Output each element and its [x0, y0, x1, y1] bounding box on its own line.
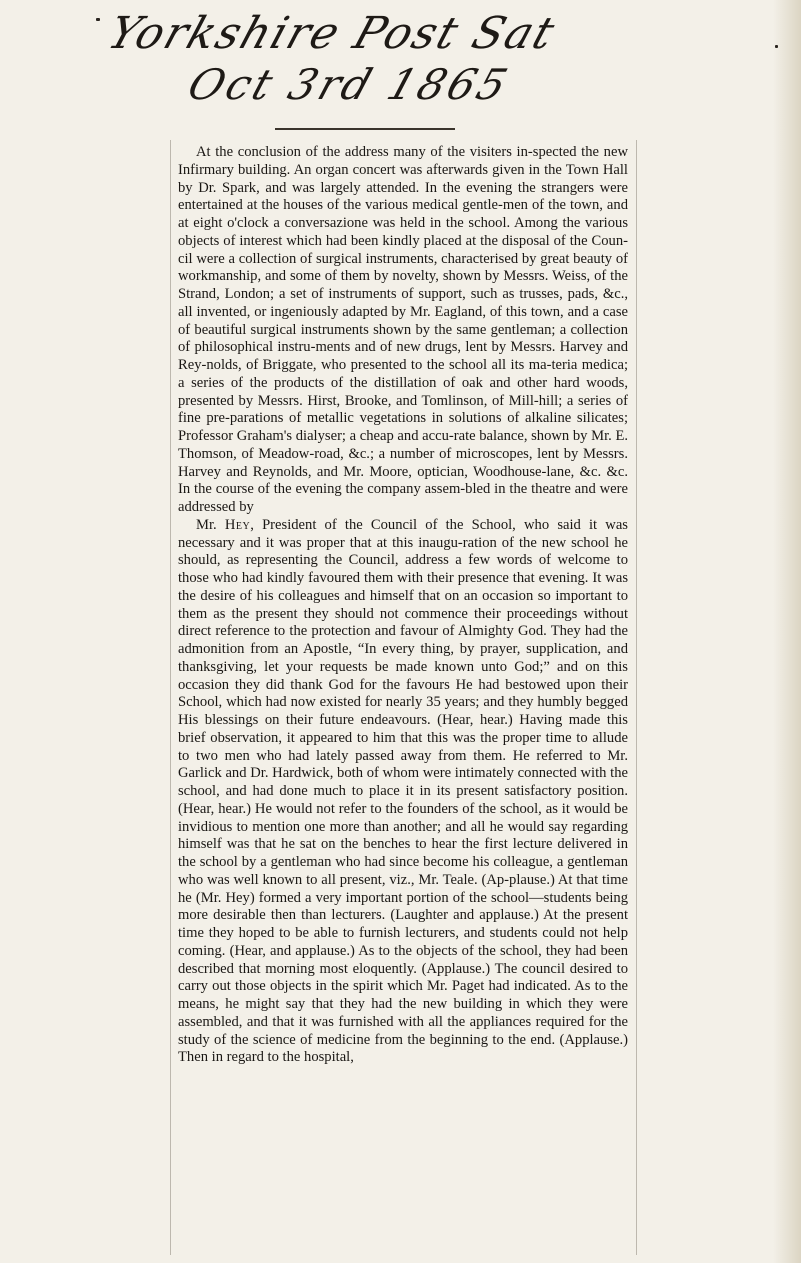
article-paragraph	[178, 144, 628, 517]
article-paragraph	[178, 517, 628, 1067]
handwritten-line-1: Yorkshire Post Sat	[101, 8, 563, 59]
paragraph-text: , President of the Council of the School, who said it was necessary and it was proper that at this inaugu-ration of the new school he should, as representing the Council, address a few words of welcome to those who had kindly favoured them with their presence that evening. It was the desire of his colleagues and himself that on an occasion so important to them as the present they should not commence their proceedings without direct reference to the protection and favour of Almighty God. They had the admonition from an Apostle, “In every thing, by prayer, supplication, and thanksgiving, let your requests be made known unto God;” and on this occasion they did thank God for the favours He had bestowed upon their School, which had now existed for nearly 35 years; and they humbly begged His blessings on their future endeavours. (Hear, hear.) Having made this brief observation, it appeared to him that this was the proper time to allude to two men who had lately passed away from them. He referred to Mr. Garlick and Dr. Hardwick, both of whom were intimately connected with the school, and had done much to place it in its present satisfactory position. (Hear, hear.) He would not refer to the founders of the school, as it would be invidious to mention one more than another; and all he would say regarding himself was that he sat on the benches to hear the first lecture delivered in the school by a gentleman who had since become his colleague, a gentleman who was well known to all present, viz., Mr. Teale. (Ap-plause.) At that time he (Mr. Hey) formed a very important portion of the school—students being more desirable then than lecturers. (Laughter and applause.) At the present time they hoped to be able to furnish lecturers, and students could not help coming. (Hear, and applause.) As to the objects of the school, they had been described that morning most eloquently. (Applause.) The council desired to carry out those objects in the spirit which Mr. Paget had indicated. As to the means, he might say that they had the new building in which they were assembled, and that it was furnished with all the appliances required for the study of the science of medicine from the beginning to the end. (Applause.) Then in regard to the hospital,	[178, 516, 628, 1066]
paragraph-text: At the conclusion of the address many of the visiters in-spected the new Infirmary building. An organ concert was afterwards given in the Town Hall by Dr. Spark, and was largely attended. In the evening the strangers were entertained at the houses of the various medical gentle-men of the town, and at eight o'clock a conversazione was held in the school. Among the various objects of interest which had been kindly placed at the disposal of the Coun-cil were a collection of surgical instruments, characterised by great beauty of workmanship, and some of them by novelty, shown by Messrs. Weiss, of the Strand, London; a set of instruments of support, such as trusses, pads, &c., all invented, or ingeniously adapted by Mr. Eagland, of this town, and a case of beautiful surgical instruments shown by the same gentleman; a collection of philosophical instru-ments and of new drugs, lent by Messrs. Harvey and Rey-nolds, of Briggate, who presented to the school all its ma-teria medica; a series of the products of the distillation of oak and other hard woods, presented by Messrs. Hirst, Brooke, and Tomlinson, of Mill-hill; a series of fine pre-parations of metallic vegetations in solutions of alkaline silicates; Professor Graham's dialyser; a cheap and accu-rate balance, shown by Mr. E. Thomson, of Meadow-road, &c.; a number of microscopes, lent by Messrs. Harvey and Reynolds, and Mr. Moore, optician, Woodhouse-lane, &c. &c. In the course of the evening the company assem-bled in the theatre and were addressed by	[178, 144, 629, 515]
handwritten-annotation	[40, 8, 780, 120]
article-body	[178, 144, 628, 1067]
speaker-name: Hey	[224, 516, 251, 533]
handwritten-line-2: Oct 3rd 1865	[182, 60, 517, 109]
clipping-left-edge	[170, 140, 171, 1255]
clipping-top-rule	[275, 128, 455, 130]
paragraph-text: Mr.	[196, 516, 225, 533]
clipping-right-edge	[636, 140, 637, 1255]
page-edge-shadow	[773, 0, 801, 1263]
